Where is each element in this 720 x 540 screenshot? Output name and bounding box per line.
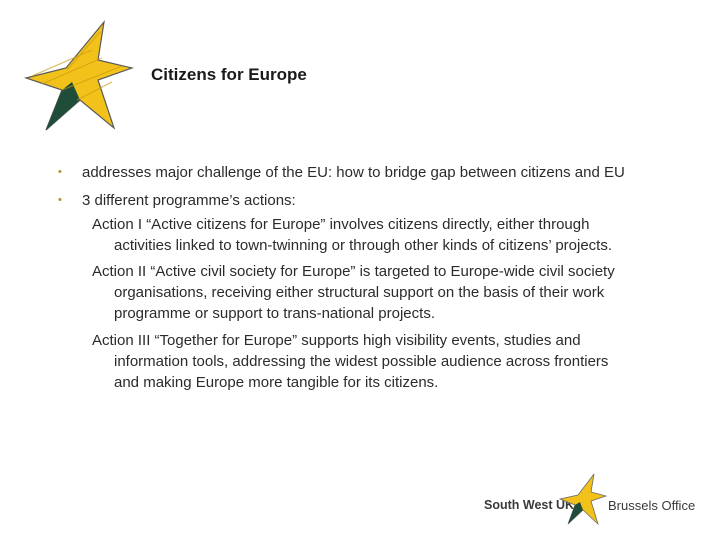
slide-title: Citizens for Europe [151, 65, 307, 84]
action-item [92, 214, 692, 256]
star-logo-icon [22, 20, 137, 132]
bullet-text: 3 different programme’s actions: [82, 192, 296, 209]
action-line: organisations, receiving either structural support on the basis of their work [114, 284, 605, 301]
footer-logo [478, 470, 696, 528]
action-line: programme or support to trans-national projects. [114, 305, 435, 322]
footer-star-icon [558, 472, 608, 526]
action-line: and making Europe more tangible for its citizens. [114, 374, 439, 391]
action-line: Action II “Active civil society for Europe” is targeted to Europe-wide civil society [92, 263, 615, 280]
action-item [92, 261, 692, 324]
action-item [92, 330, 692, 393]
bullet-dot-icon: • [58, 194, 62, 206]
action-line: Action I “Active citizens for Europe” involves citizens directly, either through [92, 216, 590, 233]
bullet-dot-icon: • [58, 166, 62, 178]
footer-right-text: Brussels Office [608, 498, 696, 513]
bullet-text: addresses major challenge of the EU: how to bridge gap between citizens and EU [82, 164, 625, 181]
footer-left-text: South West UK [484, 498, 575, 512]
action-line: activities linked to town-twinning or through other kinds of citizens’ projects. [114, 237, 613, 254]
action-line: information tools, addressing the widest possible audience across frontiers [114, 353, 609, 370]
action-line: Action III “Together for Europe” supports high visibility events, studies and [92, 332, 581, 349]
